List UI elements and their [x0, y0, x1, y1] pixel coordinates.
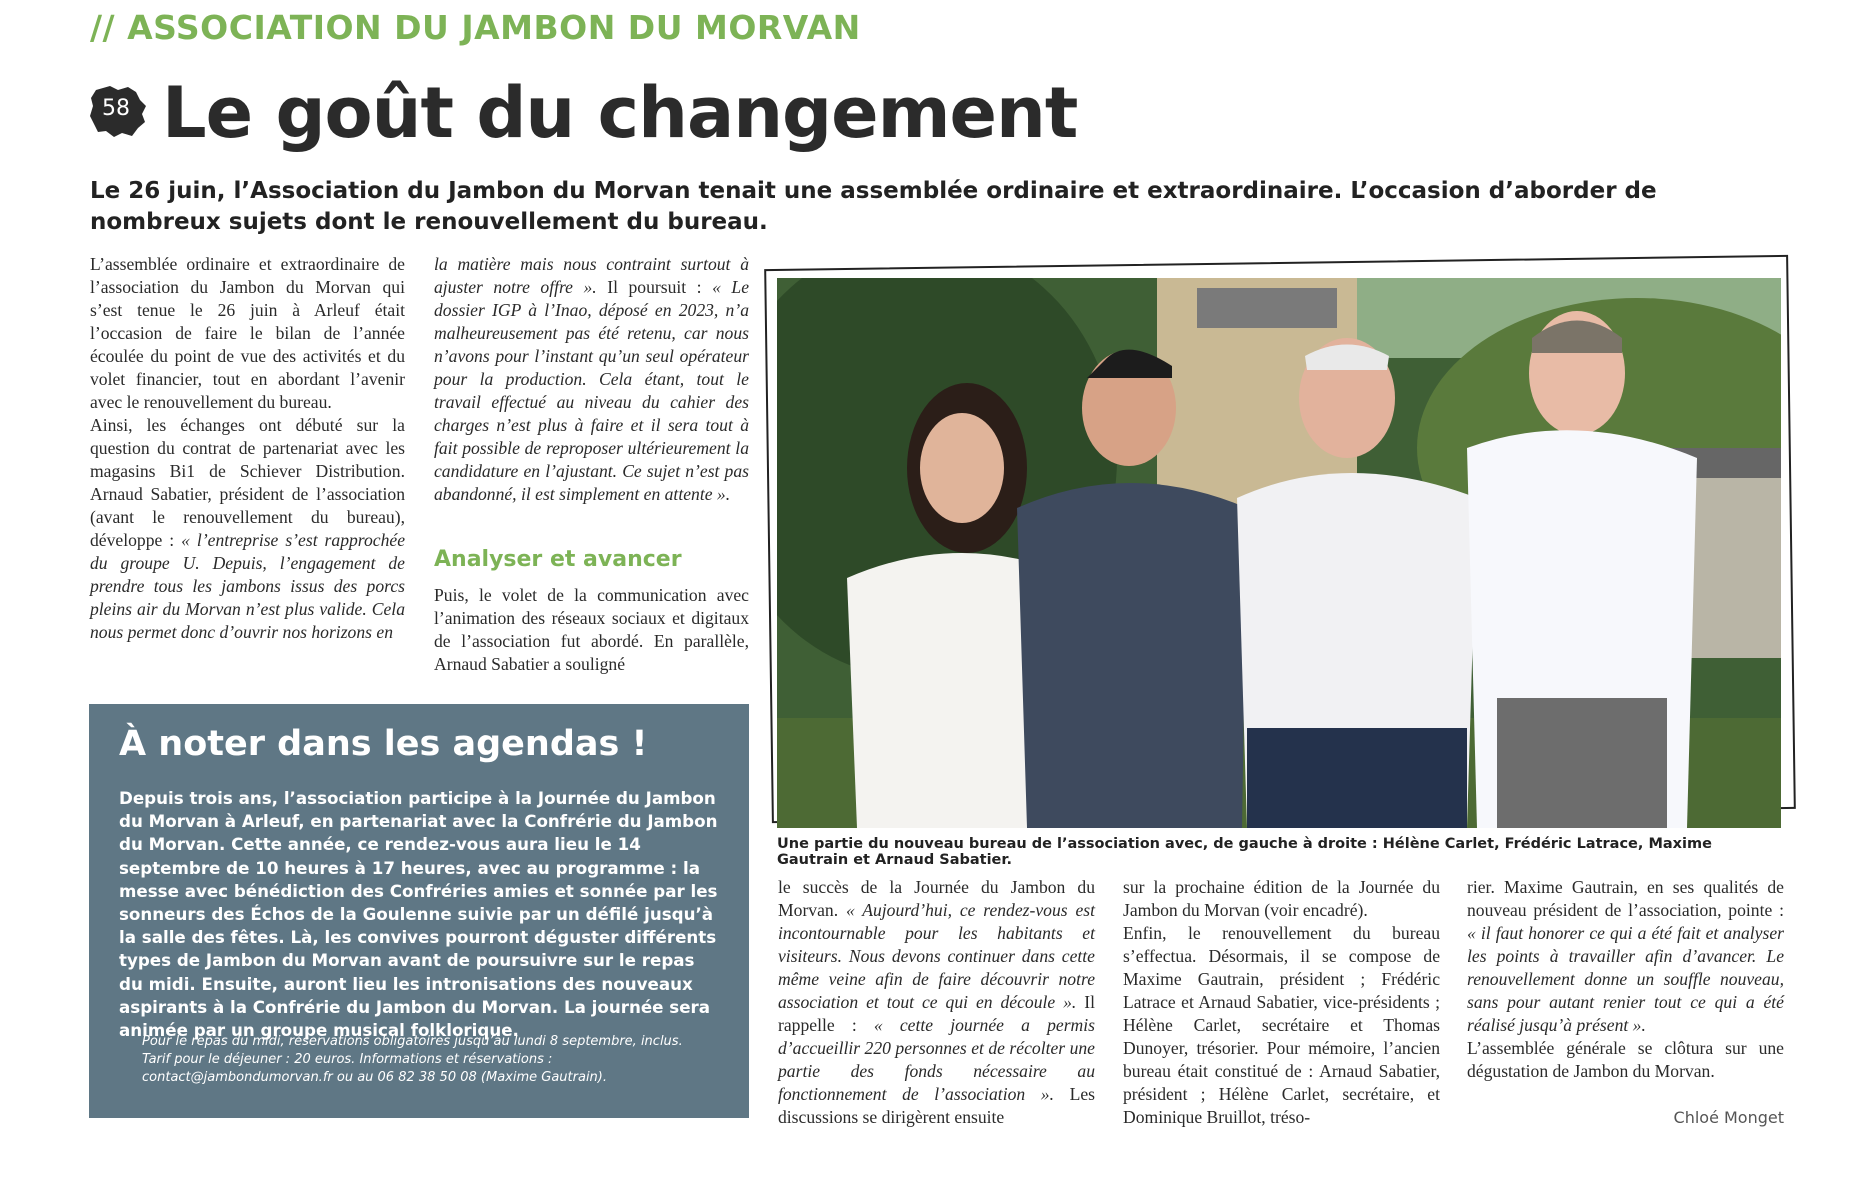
article-column-2 — [434, 253, 749, 676]
paragraph: la matière mais nous contraint surtout à ajuster notre offre ». Il poursuit : « Le dossier IGP à l’Inao, déposé en 2023, n’a malheureusement pas été retenu, car nous n’avons pour l’instant qu’un seul opérateur pour la production. Cela étant, tout le travail effectué au niveau du cahier des charges n’est plus à faire et il sera tout à fait possible de reproposer ultérieurement la candidature en l’ajustant. Ce sujet n’est pas abandonné, il est simplement en attente ». — [434, 254, 750, 504]
quote: la matière mais nous contraint surtout à ajuster notre offre ». — [434, 254, 749, 297]
quote: « cette journée a permis d’accueillir 220 personnes et de récolter une partie des fonds nécessaire au fonctionnement de l’association ». — [778, 1015, 1095, 1104]
department-badge — [88, 84, 148, 138]
agenda-box-note: Pour le repas du midi, réservations obligatoires jusqu’au lundi 8 septembre, inclus. Tarif pour le déjeuner : 20 euros. Informations et réservations : contact@jambondumorvan.fr ou au 06 82 38 50 08 (Maxime Gautrain). — [142, 1034, 683, 1085]
quote: « il faut honorer ce qui a été fait et analyser les points à travailler afin d’avancer. Le renouvellement donne un souffle nouveau, sans pour autant renier tout ce qui a été réalisé jusqu’à présent ». — [1467, 923, 1784, 1035]
article-subheading: Analyser et avancer — [434, 547, 682, 572]
paragraph: Ainsi, les échanges ont débuté sur la question du contrat de partenariat avec les magasins Bi1 de Schiever Distribution. Arnaud Sabatier, président de l’association (avant le renouvellement du bureau), développe : « l’entreprise s’est rapprochée du groupe U. Depuis, l’engagement de prendre tous les jambons issus des porcs pleins air du Morvan n’est plus valide. Cela nous permet donc d’ouvrir nos horizons en — [90, 415, 406, 642]
paragraph: Enfin, le renouvellement du bureau s’effectua. Désormais, il se compose de Maxime Gautrain, président ; Frédéric Latrace et Arnaud Sabatier, vice-présidents ; Hélène Carlet, secrétaire et Thomas Dunoyer, trésorier. Pour mémoire, l’ancien bureau était constitué de : Arnaud Sabatier, président ; Hélène Carlet, secrétaire, et Dominique Bruillot, tréso- — [1123, 923, 1440, 1127]
article-column-4 — [1123, 876, 1440, 1129]
article-column-3 — [778, 876, 1095, 1129]
paragraph: rier. Maxime Gautrain, en ses qualités de nouveau président de l’association, pointe : « il faut honorer ce qui a été fait et analyser les points à travailler afin d’avancer. Le renouvellement donne un souffle nouveau, sans pour autant renier tout ce qui a été réalisé jusqu’à présent ». — [1467, 877, 1784, 1035]
article-byline: Chloé Monget — [1673, 1108, 1784, 1127]
section-kicker: // ASSOCIATION DU JAMBON DU MORVAN — [90, 8, 861, 47]
quote: « l’entreprise s’est rapprochée du groupe U. Depuis, l’engagement de prendre tous les jambons issus des porcs pleins air du Morvan n’est plus valide. Cela nous permet donc d’ouvrir nos horizons en — [90, 530, 406, 642]
paragraph: L’assemblée générale se clôtura sur une dégustation de Jambon du Morvan. — [1467, 1038, 1784, 1081]
paragraph: L’assemblée ordinaire et extraordinaire de l’association du Jambon du Morvan qui s’est tenue le 26 juin à Arleuf était l’occasion de faire le bilan de l’année écoulée du point de vue des activités et du volet financier, tout en abordant l’avenir avec le renouvellement du bureau. — [90, 254, 405, 412]
agenda-box — [89, 704, 749, 1118]
quote: « Aujourd’hui, ce rendez-vous est incontournable pour les habitants et visiteurs. Nous devons continuer dans cette même veine afin de faire découvrir notre association et tout ce qui en découle ». — [778, 900, 1095, 1012]
quote: « Le dossier IGP à l’Inao, déposé en 2023, n’a malheureusement pas été retenu, car nous n’avons pour l’instant qu’un seul opérateur pour la production. Cela étant, tout le travail effectué au niveau du cahier des charges n’est plus à faire et il sera tout à fait possible de reproposer ultérieurement la candidature en l’ajustant. Ce sujet n’est pas abandonné, il est simplement en attente ». — [434, 277, 750, 504]
agenda-box-text: Depuis trois ans, l’association participe à la Journée du Jambon du Morvan à Arleuf, en partenariat avec la Confrérie du Jambon du Morvan. Cette année, ce rendez-vous aura lieu le 14 septembre de 10 heures à 17 heures, avec au programme : la messe avec bénédiction des Confréries amies et sonnée par les sonneurs des Échos de la Goulenne suivie par un défilé jusqu’à la salle des fêtes. Là, les convives pourront déguster différents types de Jambon du Morvan avant de poursuivre sur le repas du midi. Ensuite, auront lieu les intronisations des nouveaux aspirants à la Confrérie du Jambon du Morvan. La journée sera animée par un groupe musical folklorique. — [119, 788, 718, 1041]
group-photo — [777, 278, 1781, 828]
paragraph: le succès de la Journée du Jambon du Morvan. « Aujourd’hui, ce rendez-vous est incontournable pour les habitants et visiteurs. Nous devons continuer dans cette même veine afin de faire découvrir notre association et tout ce qui en découle ». Il rappelle : « cette journée a permis d’accueillir 220 personnes et de récolter une partie des fonds nécessaire au fonctionnement de l’association ». Les discussions se dirigèrent ensuite — [778, 877, 1095, 1127]
article-title: Le goût du changement — [162, 72, 1078, 154]
agenda-box-title: À noter dans les agendas ! — [119, 724, 648, 764]
paragraph: Puis, le volet de la communication avec l’animation des réseaux sociaux et digitaux de l’association fut abordé. En parallèle, Arnaud Sabatier a souligné — [434, 585, 749, 674]
article-lead: Le 26 juin, l’Association du Jambon du Morvan tenait une assemblée ordinaire et extraordinaire. L’occasion d’aborder de nombreux sujets dont le renouvellement du bureau. — [90, 178, 1657, 235]
article-column-5 — [1467, 876, 1784, 1083]
department-number: 58 — [102, 96, 130, 121]
paragraph: sur la prochaine édition de la Journée du Jambon du Morvan (voir encadré). — [1123, 877, 1440, 920]
article-column-1 — [90, 253, 405, 644]
photo-caption: Une partie du nouveau bureau de l’association avec, de gauche à droite : Hélène Carlet, Frédéric Latrace, Maxime Gautrain et Arnaud Sabatier. — [777, 836, 1712, 868]
